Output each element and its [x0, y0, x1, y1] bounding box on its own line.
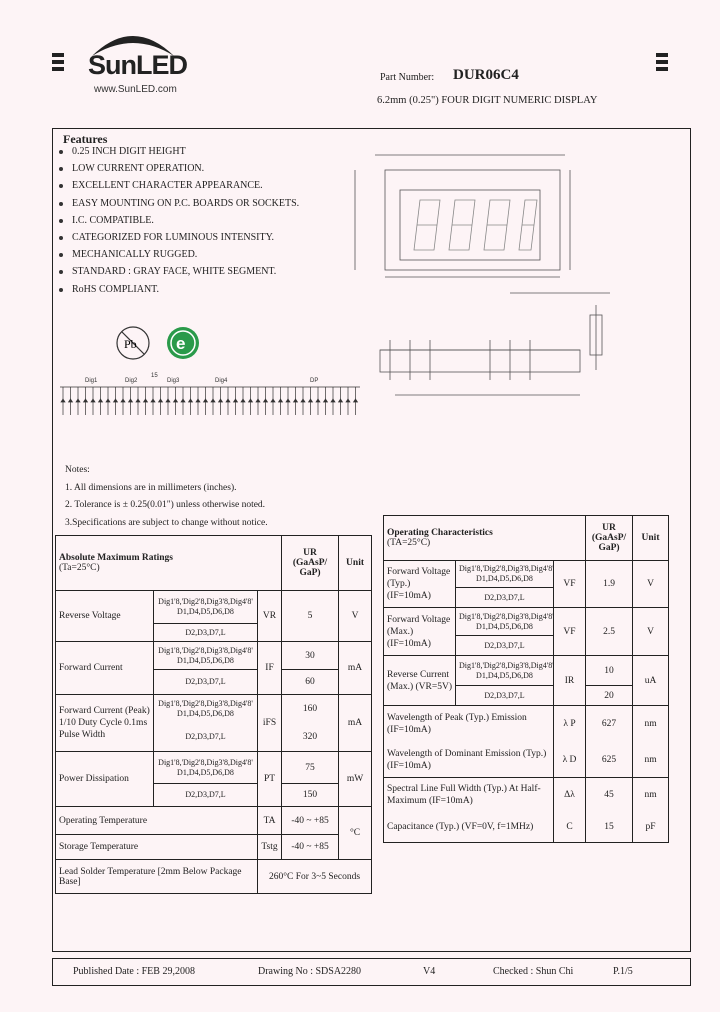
circuit-label: Dig1	[85, 378, 98, 384]
feature-item: EASY MOUNTING ON P.C. BOARDS OR SOCKETS.	[58, 195, 299, 212]
diode-icon	[69, 399, 73, 402]
drawing-number: Drawing No : SDSA2280	[258, 966, 362, 977]
table-row: Wavelength of Dominant Emission (Typ.) (IF=10mA) λ D 625 nm	[384, 743, 669, 778]
diode-icon	[249, 399, 253, 402]
logo: SunLED	[88, 50, 187, 80]
table-row: Storage Temperature Tstg -40 ~ +85	[56, 835, 372, 860]
table-title: Operating Characteristics (TA=25°C)	[384, 516, 586, 561]
part-number-label: Part Number:	[380, 72, 435, 83]
diode-icon	[331, 399, 335, 402]
circuit-label: Dig3	[167, 378, 180, 384]
table-row: Forward Current (Peak) 1/10 Duty Cycle 0.1ms Pulse Width Dig1'8,'Dig2'8,Dig3'8,Dig4'8' D1,D4,D5,D6,D8 iFS 160 mA	[56, 695, 372, 723]
diode-icon	[159, 399, 163, 402]
features-list	[58, 143, 299, 298]
table-row: Lead Solder Temperature [2mm Below Package Base] 260°C For 3~5 Seconds	[56, 860, 372, 894]
feature-item: 0.25 INCH DIGIT HEIGHT	[58, 143, 299, 160]
note-item: 3.Specifications are subject to change without notice.	[65, 517, 268, 528]
col-unit: Unit	[339, 536, 372, 591]
diode-icon	[316, 399, 320, 402]
left-marker-icon	[52, 53, 64, 74]
table-row: Forward Voltage (Max.) (IF=10mA) Dig1'8,'Dig2'8,Dig3'8,Dig4'8' D1,D4,D5,D6,D8 VF 2.5 V	[384, 608, 669, 636]
diode-icon	[241, 399, 245, 402]
diode-icon	[309, 399, 313, 402]
logo-url: www.SunLED.com	[94, 84, 177, 95]
diode-icon	[301, 399, 305, 402]
circuit-label: Dig2	[125, 378, 138, 384]
diode-icon	[346, 399, 350, 402]
diode-icon	[226, 399, 230, 402]
diode-icon	[286, 399, 290, 402]
diode-icon	[121, 399, 125, 402]
feature-item: STANDARD : GRAY FACE, WHITE SEGMENT.	[58, 263, 299, 280]
col-ur: UR (GaAsP/ GaP)	[282, 536, 339, 591]
diode-icon	[106, 399, 110, 402]
diode-icon	[196, 399, 200, 402]
diode-icon	[324, 399, 328, 402]
diode-icon	[181, 399, 185, 402]
notes	[65, 462, 268, 532]
diode-icon	[129, 399, 133, 402]
part-number: DUR06C4	[453, 67, 519, 83]
diode-icon	[189, 399, 193, 402]
pb-label: Pb	[124, 337, 137, 351]
feature-item: EXCELLENT CHARACTER APPEARANCE.	[58, 177, 299, 194]
circuit-label: Dig4	[215, 378, 228, 384]
diode-icon	[211, 399, 215, 402]
diode-icon	[294, 399, 298, 402]
diode-icon	[144, 399, 148, 402]
diode-icon	[234, 399, 238, 402]
version: V4	[423, 966, 436, 977]
feature-item: MECHANICALLY RUGGED.	[58, 246, 299, 263]
diode-icon	[354, 399, 358, 402]
diode-icon	[166, 399, 170, 402]
table-row: Capacitance (Typ.) (VF=0V, f=1MHz) C 15 pF	[384, 813, 669, 843]
published-date: Published Date : FEB 29,2008	[73, 966, 195, 977]
diode-icon	[204, 399, 208, 402]
diode-icon	[76, 399, 80, 402]
table-row: Reverse Current (Max.) (VR=5V) Dig1'8,'Dig2'8,Dig3'8,Dig4'8' D1,D4,D5,D6,D8 IR 10 uA	[384, 656, 669, 686]
table-row: Forward Current Dig1'8,'Dig2'8,Dig3'8,Dig4'8' D1,D4,D5,D6,D8 IF 30 mA	[56, 642, 372, 670]
diode-icon	[339, 399, 343, 402]
page-number: P.1/5	[613, 966, 633, 977]
operating-characteristics-table: Operating Characteristics (TA=25°C) UR (GaAsP/ GaP) Unit Forward Voltage (Typ.) (IF=10mA) Dig1'8,'Dig2'8,Dig3'8,Dig4'8' D1,D4,D5,D6,D8 VF 1.9 V D2,D3,D7,L Forward Voltage (Max.) (IF=10mA) Dig1'8,'Dig2'8,Dig3'8,Dig4'8' D1,D4,D5,D6,D8 VF 2.5 V D2,D3,D7,L Reverse Current (Max.) (VR=5V) Dig1'8,'Dig2'8,Dig3'8,Dig4'8' D1,D4,D5,D6,D8 IR 10 uA D2,D3,D7,L 20 Wavelength of Peak (Typ.) Emission (IF=10mA) λ P 627 nm Wavelength of Dominant Emission (Typ.) (IF=10mA) λ D 625 nm Spectral Line Full Width (Typ.) At Half-Maximum (IF=10mA) Δλ 45 nm Capacitance (Typ.) (VF=0V, f=1MHz) C 15 pF	[383, 515, 669, 843]
note-item: 1. All dimensions are in millimeters (inches).	[65, 482, 237, 493]
col-ur: UR (GaAsP/ GaP)	[586, 516, 633, 561]
diode-icon	[271, 399, 275, 402]
table-row: Spectral Line Full Width (Typ.) At Half-Maximum (IF=10mA) Δλ 45 nm	[384, 778, 669, 813]
circuit-label: 15	[151, 373, 158, 379]
diode-icon	[151, 399, 155, 402]
table-row: Reverse Voltage Dig1'8,'Dig2'8,Dig3'8,Dig4'8' D1,D4,D5,D6,D8 VR 5 V	[56, 591, 372, 624]
feature-item: CATEGORIZED FOR LUMINOUS INTENSITY.	[58, 229, 299, 246]
notes-title: Notes:	[65, 465, 90, 475]
diode-icon	[136, 399, 140, 402]
col-unit: Unit	[633, 516, 669, 561]
table-row: Wavelength of Peak (Typ.) Emission (IF=10mA) λ P 627 nm	[384, 706, 669, 743]
feature-item: I.C. COMPATIBLE.	[58, 212, 299, 229]
diode-icon	[84, 399, 88, 402]
diode-icon	[256, 399, 260, 402]
diode-icon	[174, 399, 178, 402]
table-row: Power Dissipation Dig1'8,'Dig2'8,Dig3'8,Dig4'8' D1,D4,D5,D6,D8 PT 75 mW	[56, 752, 372, 784]
checked-by: Checked : Shun Chi	[493, 966, 574, 977]
internal-circuit-diagram	[55, 370, 365, 445]
diode-icon	[219, 399, 223, 402]
e-label: e	[176, 334, 186, 353]
product-subtitle: 6.2mm (0.25") FOUR DIGIT NUMERIC DISPLAY	[377, 95, 598, 106]
table-row: Operating Temperature TA -40 ~ +85 °C	[56, 807, 372, 835]
diode-icon	[99, 399, 103, 402]
features-title: Features	[63, 132, 108, 146]
note-item: 2. Tolerance is ± 0.25(0.01") unless otherwise noted.	[65, 500, 266, 510]
pb-free-icon	[115, 325, 151, 361]
footer	[52, 958, 691, 986]
circuit-label: DP	[310, 378, 319, 384]
diode-icon	[264, 399, 268, 402]
package-dimension-drawing	[340, 145, 670, 415]
diode-icon	[61, 399, 65, 402]
feature-item: LOW CURRENT OPERATION.	[58, 160, 299, 177]
table-title: Absolute Maximum Ratings (Ta=25°C)	[56, 536, 282, 591]
diode-icon	[279, 399, 283, 402]
diode-icon	[114, 399, 118, 402]
diode-icon	[91, 399, 95, 402]
rohs-e-icon	[165, 325, 201, 361]
right-marker-icon	[656, 53, 668, 74]
absolute-max-ratings-table: Absolute Maximum Ratings (Ta=25°C) UR (GaAsP/ GaP) Unit Reverse Voltage Dig1'8,'Dig2'8,Dig3'8,Dig4'8' D1,D4,D5,D6,D8 VR 5 V D2,D3,D7,L Forward Current Dig1'8,'Dig2'8,Dig3'8,Dig4'8' D1,D4,D5,D6,D8 IF 30 mA D2,D3,D7,L 60 Forward Current (Peak) 1/10 Duty Cycle 0.1ms Pulse Width Dig1'8,'Dig2'8,Dig3'8,Dig4'8' D1,D4,D5,D6,D8 iFS 160 mA D2,D3,D7,L 320 Power Dissipation Dig1'8,'Dig2'8,Dig3'8,Dig4'8' D1,D4,D5,D6,D8 PT 75 mW D2,D3,D7,L 150 Operating Temperature TA -40 ~ +85 °C Storage Temperature Tstg -40 ~ +85 Lead Solder Temperature [2mm Below Package Base] 260°C For 3~5 Seconds	[55, 535, 372, 894]
table-row: Forward Voltage (Typ.) (IF=10mA) Dig1'8,'Dig2'8,Dig3'8,Dig4'8' D1,D4,D5,D6,D8 VF 1.9 V	[384, 561, 669, 588]
feature-item: RoHS COMPLIANT.	[58, 281, 299, 298]
